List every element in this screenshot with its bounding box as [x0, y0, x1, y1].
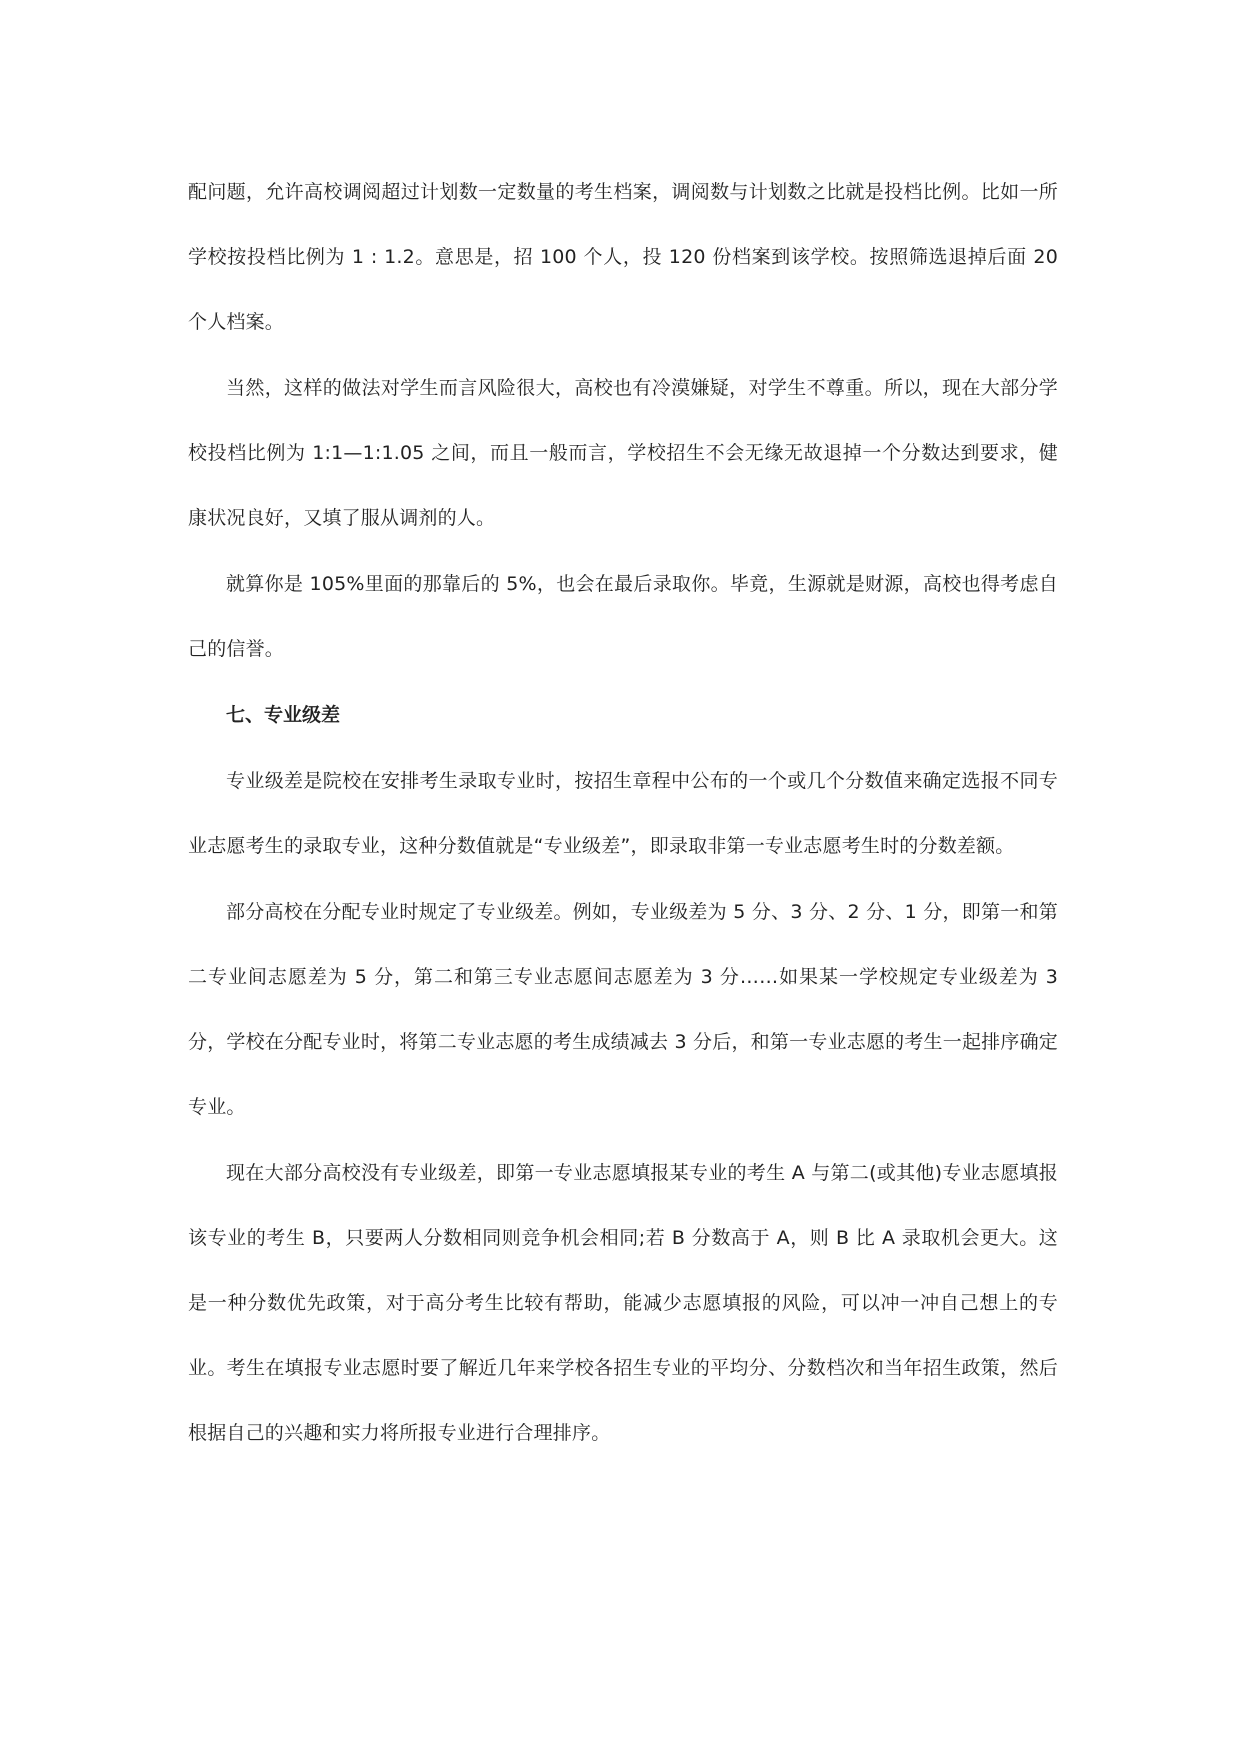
section-heading: 七、专业级差 — [226, 704, 341, 726]
document-body — [188, 160, 1058, 1467]
paragraph: 当然，这样的做法对学生而言风险很大，高校也有冷漠嫌疑，对学生不尊重。所以，现在大部分学校投档比例为 1:1—1:1.05 之间，而且一般而言，学校招生不会无缘无故退掉一个分数达到要求，健康状况良好，又填了服从调剂的人。 — [188, 377, 1058, 529]
paragraph-continued: 配问题，允许高校调阅超过计划数一定数量的考生档案，调阅数与计划数之比就是投档比例。比如一所学校按投档比例为 1 : 1.2。意思是，招 100 个人，投 120 份档案到该学校。按照筛选退掉后面 20 个人档案。 — [188, 181, 1058, 333]
paragraph: 部分高校在分配专业时规定了专业级差。例如，专业级差为 5 分、3 分、2 分、1 分，即第一和第二专业间志愿差为 5 分，第二和第三专业志愿间志愿差为 3 分……如果某一学校规定专业级差为 3 分，学校在分配专业时，将第二专业志愿的考生成绩减去 3 分后，和第一专业志愿的考生一起排序确定专业。 — [188, 901, 1058, 1118]
paragraph: 专业级差是院校在安排考生录取专业时，按招生章程中公布的一个或几个分数值来确定选报不同专业志愿考生的录取专业，这种分数值就是“专业级差”，即录取非第一专业志愿考生时的分数差额。 — [188, 770, 1058, 857]
paragraph: 就算你是 105%里面的那靠后的 5%，也会在最后录取你。毕竟，生源就是财源，高校也得考虑自己的信誉。 — [188, 573, 1058, 660]
paragraph: 现在大部分高校没有专业级差，即第一专业志愿填报某专业的考生 A 与第二(或其他)专业志愿填报该专业的考生 B，只要两人分数相同则竞争机会相同;若 B 分数高于 A，则 B 比 A 录取机会更大。这是一种分数优先政策，对于高分考生比较有帮助，能减少志愿填报的风险，可以冲一冲自己想上的专业。考生在填报专业志愿时要了解近几年来学校各招生专业的平均分、分数档次和当年招生政策，然后根据自己的兴趣和实力将所报专业进行合理排序。 — [188, 1162, 1058, 1444]
